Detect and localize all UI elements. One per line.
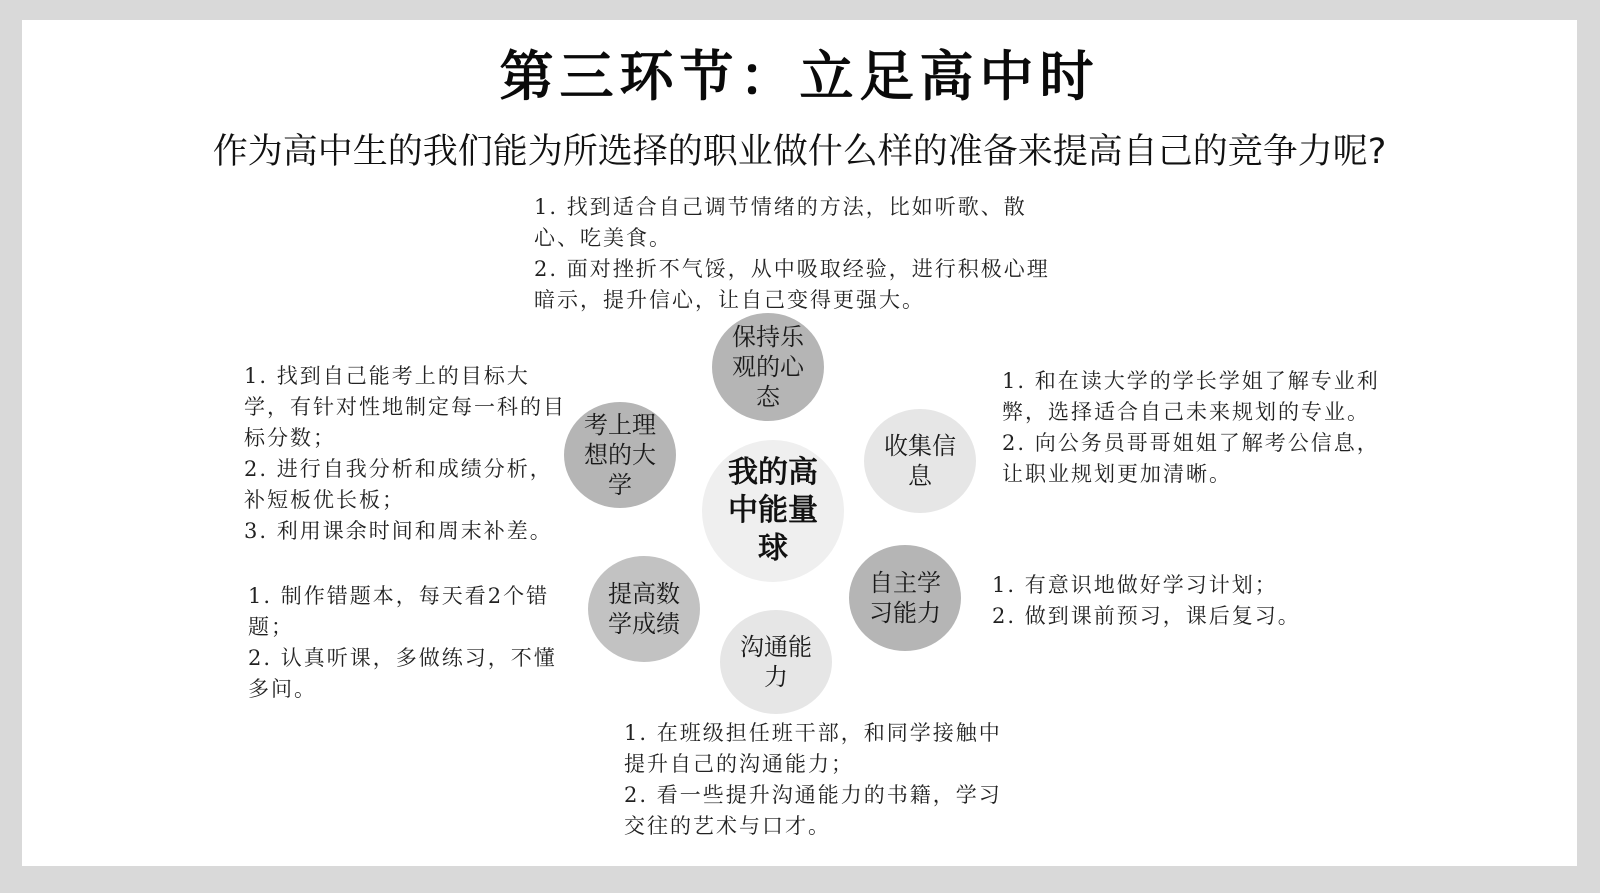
note-item: 1. 和在读大学的学长学姐了解专业利弊，选择适合自己未来规划的专业。 xyxy=(1002,369,1380,424)
slide xyxy=(22,20,1577,866)
note-item: 1. 找到适合自己调节情绪的方法，比如听歌、散心、吃美食。 xyxy=(534,195,1027,250)
circle-optimism: 保持乐观的心态 xyxy=(712,313,824,421)
circle-math: 提高数学成绩 xyxy=(588,556,700,662)
note-self-study xyxy=(992,570,1352,632)
note-item: 2. 面对挫折不气馁，从中吸取经验，进行积极心理暗示，提升信心，让自己变得更强大。 xyxy=(534,257,1050,312)
circle-university: 考上理想的大学 xyxy=(564,402,676,508)
note-optimism xyxy=(534,192,1054,316)
note-item: 2. 认真听课，多做练习，不懂多问。 xyxy=(248,646,557,701)
energy-ball-center: 我的高中能量球 xyxy=(702,440,844,582)
slide-question: 作为高中生的我们能为所选择的职业做什么样的准备来提高自己的竞争力呢? xyxy=(212,132,1387,172)
note-collect-info xyxy=(1002,366,1402,490)
note-math xyxy=(248,581,578,705)
slide-title: 第三环节：立足高中时 xyxy=(499,44,1100,108)
note-item: 1. 制作错题本，每天看2个错题； xyxy=(248,584,550,639)
note-item: 1. 找到自己能考上的目标大学，有针对性地制定每一科的目标分数； xyxy=(244,364,566,450)
note-communication xyxy=(624,718,1009,842)
circle-collect-info: 收集信息 xyxy=(864,409,976,513)
note-university xyxy=(244,361,574,547)
note-item: 2. 做到课前预习，课后复习。 xyxy=(992,604,1301,628)
note-item: 1. 有意识地做好学习计划； xyxy=(992,573,1278,597)
note-item: 2. 看一些提升沟通能力的书籍，学习交往的艺术与口才。 xyxy=(624,783,1002,838)
circle-communication: 沟通能力 xyxy=(720,610,832,714)
circle-self-study: 自主学习能力 xyxy=(849,545,961,651)
note-item: 3. 利用课余时间和周末补差。 xyxy=(244,519,553,543)
note-item: 2. 进行自我分析和成绩分析，补短板优长板； xyxy=(244,457,553,512)
note-item: 2. 向公务员哥哥姐姐了解考公信息，让职业规划更加清晰。 xyxy=(1002,431,1380,486)
note-item: 1. 在班级担任班干部，和同学接触中提升自己的沟通能力； xyxy=(624,721,1002,776)
